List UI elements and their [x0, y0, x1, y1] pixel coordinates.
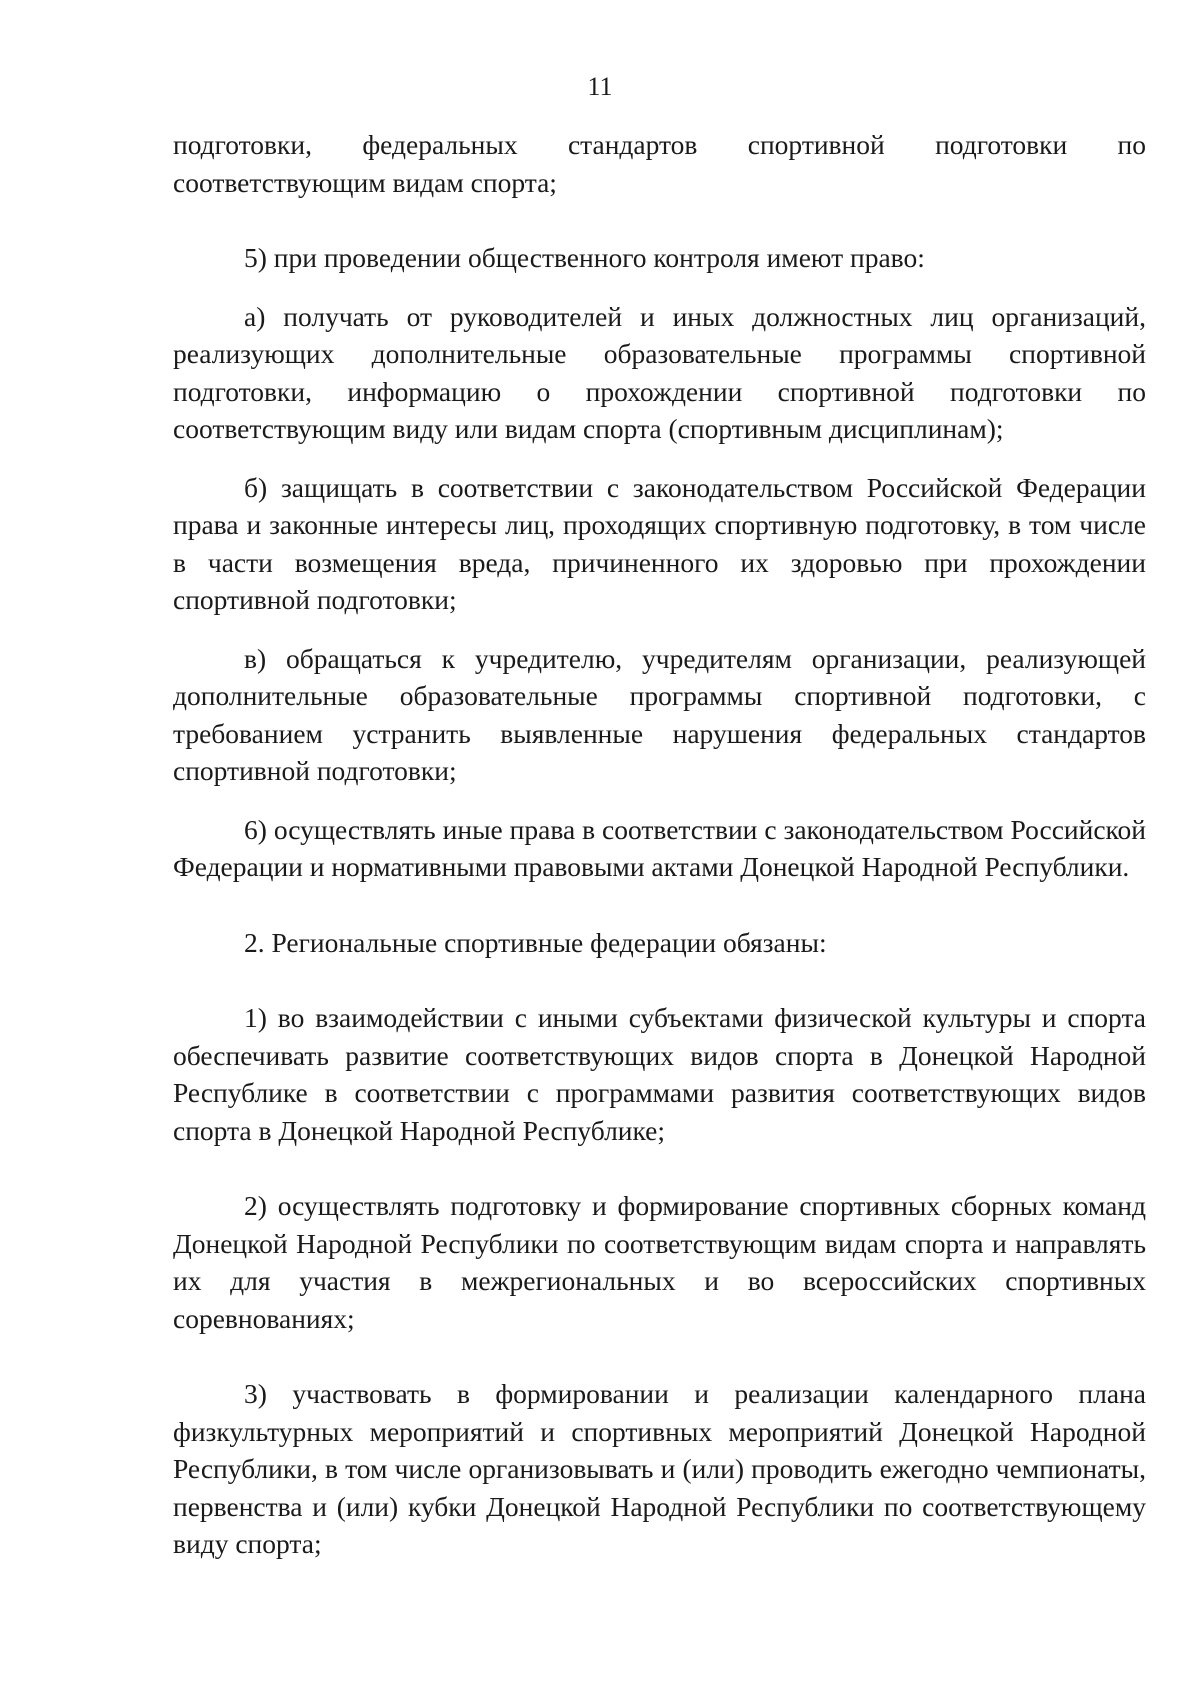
paragraph-section-2: 2. Региональные спортивные федерации обязаны:	[244, 926, 827, 958]
page-number: 11	[587, 72, 613, 101]
paragraph-duty-3: 3) участвовать в формировании и реализации календарного плана физкультурных мероприятий и спортивных мероприятий Донецкой Народной Республики, в том числе организовывать и (или) проводить ежегодно чемпионаты, первенства и (или) кубки Донецкой Народной Республики по соответствующему виду спорта;	[173, 1378, 1146, 1559]
paragraph-duty-2: 2) осуществлять подготовку и формирование спортивных сборных команд Донецкой Народной Республики по соответствующим видам спорта и направлять их для участия в межрегиональных и во всероссийских спортивных соревнованиях;	[173, 1190, 1146, 1334]
paragraph-continuation: подготовки, федеральных стандартов спортивной подготовки по соответствующим видам спорта;	[173, 129, 1146, 198]
paragraph-subitem-v: в) обращаться к учредителю, учредителям организации, реализующей дополнительные образовательные программы спортивной подготовки, с требованием устранить выявленные нарушения федеральных стандартов спортивной подготовки;	[173, 642, 1146, 786]
paragraph-subitem-b: б) защищать в соответствии с законодательством Российской Федерации права и законные интересы лиц, проходящих спортивную подготовку, в том числе в части возмещения вреда, причиненного их здоровью при прохождении спортивной подготовки;	[173, 471, 1146, 615]
document-body	[173, 126, 1146, 1563]
paragraph-duty-1: 1) во взаимодействии с иными субъектами физической культуры и спорта обеспечивать развитие соответствующих видов спорта в Донецкой Народной Республике в соответствии с программами развития соответствующих видов спорта в Донецкой Народной Республике;	[173, 1002, 1146, 1146]
paragraph-subitem-a: а) получать от руководителей и иных должностных лиц организаций, реализующих дополнительные образовательные программы спортивной подготовки, информацию о прохождении спортивной подготовки по соответствующим виду или видам спорта (спортивным дисциплинам);	[173, 300, 1146, 444]
paragraph-item-5: 5) при проведении общественного контроля имеют право:	[244, 242, 925, 273]
paragraph-item-6: 6) осуществлять иные права в соответствии с законодательством Российской Федерации и нормативными правовыми актами Донецкой Народной Республики.	[173, 813, 1146, 882]
